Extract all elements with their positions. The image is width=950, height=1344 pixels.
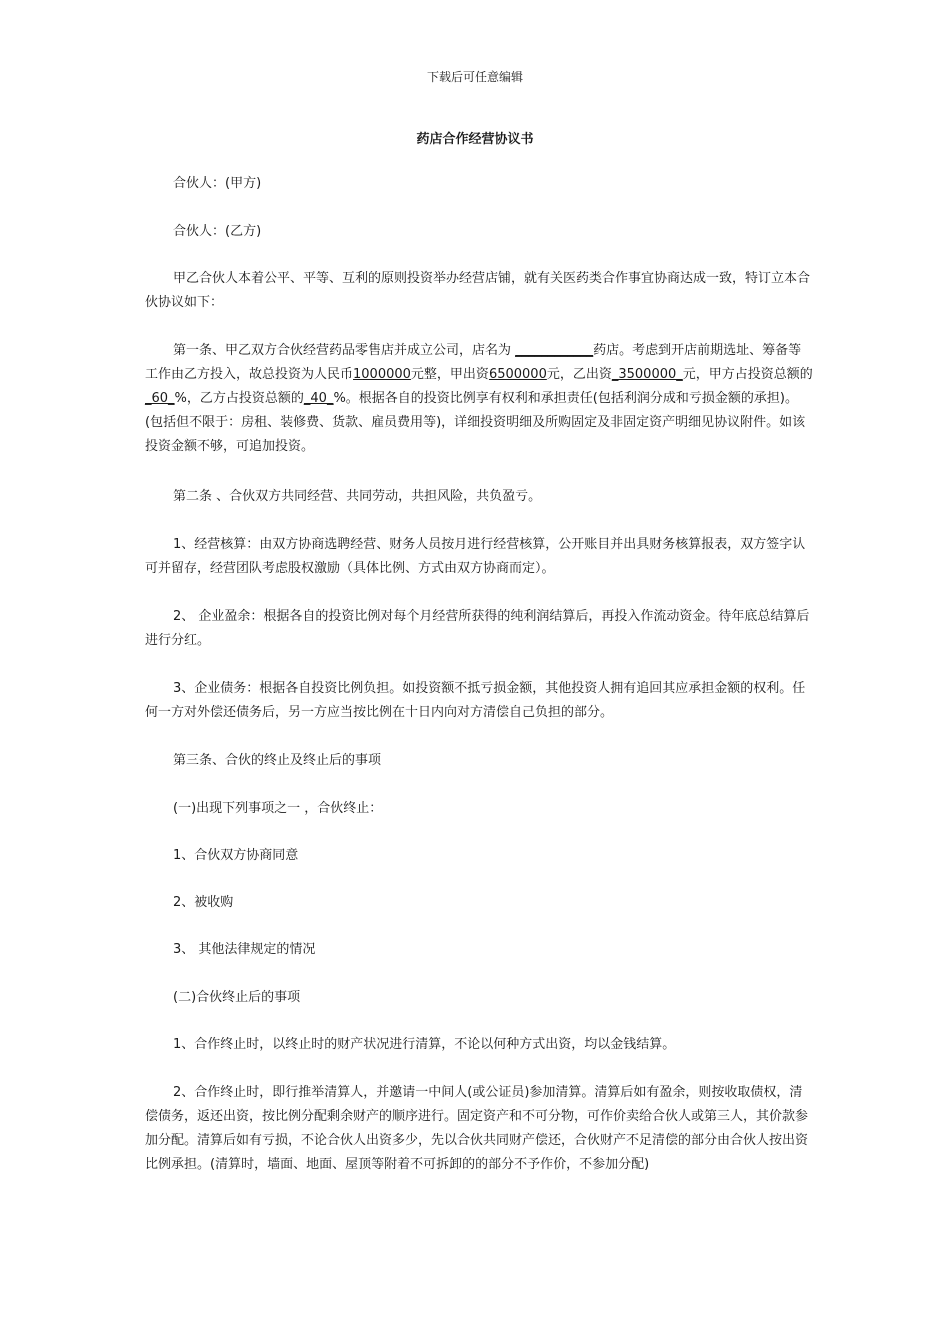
- partner-a-line: 合伙人：(甲方): [173, 176, 262, 191]
- preamble-paragraph: 甲乙合伙人本着公平、平等、互利的原则投资举办经营店铺，就有关医药类合作事宜协商达成一致，特订立本合伙协议如下：: [145, 271, 811, 310]
- article-1-paragraph: [145, 339, 813, 459]
- total-investment: 1000000: [353, 367, 411, 382]
- party-a-investment: 6500000: [488, 367, 547, 382]
- shop-name-blank: ____________: [515, 343, 594, 358]
- party-b-investment: _3500000_: [611, 367, 683, 382]
- partner-b-line: 合伙人：(乙方): [173, 224, 262, 239]
- article-1-text: 药店。考虑到开店前期选址、筹备等工作由乙方投入，故总投资为人民币: [145, 343, 802, 382]
- article-1-text: %。根据各自的投资比例享有权利和承担责任(包括利润分成和亏损金额的承担)。(包括但不限于：房租、装修费、货款、雇员费用等)，详细投资明细及所购固定及非固定资产明细见协议附件。如该投资金额不够，可追加投资。: [145, 391, 806, 454]
- article-2-item-2: 2、 企业盈余：根据各自的投资比例对每个月经营所获得的纯利润结算后，再投入作流动资金。待年底总结算后进行分红。: [145, 609, 810, 648]
- header-note: 下载后可任意编辑: [426, 70, 523, 84]
- article-3-section-1: (一)出现下列事项之一 ，合伙终止：: [173, 801, 383, 816]
- party-b-percentage: _40_: [303, 391, 334, 406]
- article-1-text: 第一条、甲乙双方合伙经营药品零售店并成立公司，店名为: [173, 343, 516, 358]
- article-2-heading: 第二条 、合伙双方共同经营、共同劳动，共担风险，共负盈亏。: [173, 489, 542, 504]
- document-title: 药店合作经营协议书: [416, 132, 534, 147]
- article-3-heading: 第三条、合伙的终止及终止后的事项: [173, 753, 382, 768]
- article-1-text: %，乙方占投资总额的: [174, 391, 304, 406]
- article-3-section-2-item-2: 2、合作终止时，即行推举清算人，并邀请一中间人(或公证员)参加清算。清算后如有盈余，则按收取债权，清偿债务，返还出资，按比例分配剩余财产的顺序进行。固定资产和不可分物，可作价卖给合伙人或第三人，其价款参加分配。清算后如有亏损，不论合伙人出资多少，先以合伙共同财产偿还，合伙财产不足清偿的部分由合伙人按出资比例承担。(清算时，墙面、地面、屋顶等附着不可拆卸的的部分不予作价，不参加分配): [145, 1085, 809, 1172]
- article-1-text: 元，乙出资: [546, 367, 612, 382]
- article-3-section-2-item-1: 1、合作终止时，以终止时的财产状况进行清算，不论以何种方式出资，均以金钱结算。: [173, 1037, 676, 1052]
- party-a-percentage: _60_: [145, 391, 175, 406]
- article-3-item-3: 3、 其他法律规定的情况: [173, 942, 316, 957]
- article-2-item-1: 1、经营核算：由双方协商选聘经营、财务人员按月进行经营核算，公开账目并出具财务核算报表，双方签字认可并留存，经营团队考虑股权激励（具体比例、方式由双方协商而定）。: [145, 537, 806, 576]
- article-1-text: 元，甲方占投资总额的: [682, 367, 813, 382]
- article-1-text: 元整，甲出资: [410, 367, 489, 382]
- article-3-item-1: 1、合伙双方协商同意: [173, 848, 299, 863]
- article-3-item-2: 2、被收购: [173, 895, 234, 910]
- article-3-section-2: (二)合伙终止后的事项: [173, 990, 301, 1005]
- article-2-item-3: 3、企业债务：根据各自投资比例负担。如投资额不抵亏损金额，其他投资人拥有追回其应承担金额的权利。任何一方对外偿还债务后，另一方应当按比例在十日内向对方清偿自己负担的部分。: [145, 681, 806, 720]
